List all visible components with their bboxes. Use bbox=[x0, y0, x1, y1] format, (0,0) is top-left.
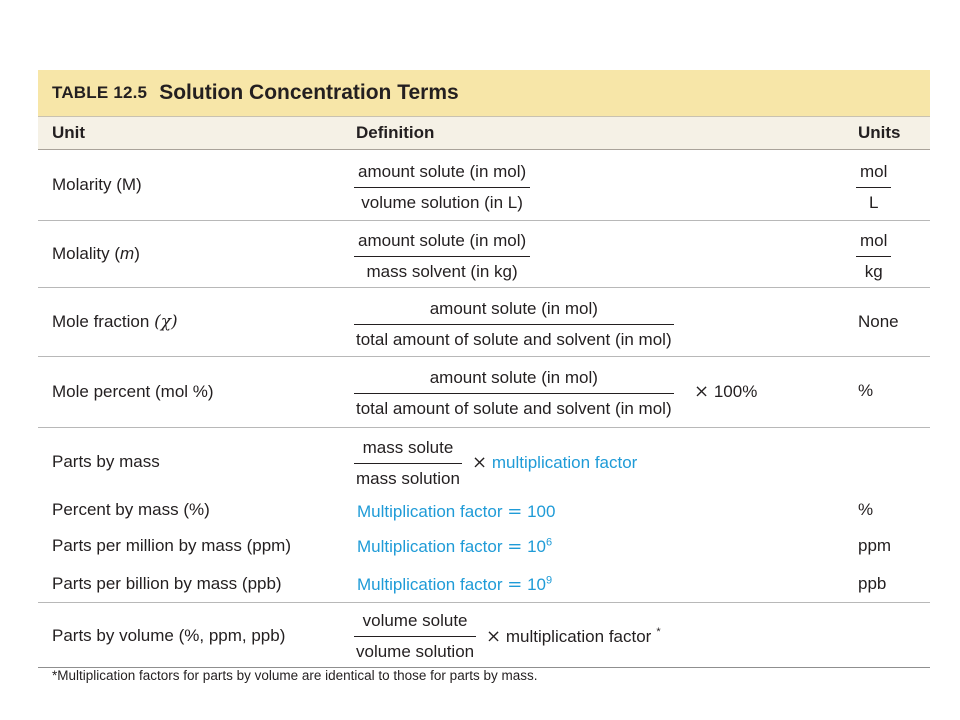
fraction-mole-percent bbox=[356, 368, 672, 419]
times-sign: × bbox=[694, 381, 710, 402]
unit-molarity: Molarity (M) bbox=[52, 175, 142, 194]
row-mole-percent bbox=[38, 357, 930, 428]
fraction-mole-fraction bbox=[356, 299, 672, 350]
numerator: mass solute bbox=[354, 438, 462, 464]
factor-exponent: 6 bbox=[546, 536, 553, 549]
unit-molality-prefix: Molality ( bbox=[52, 244, 121, 263]
row-parts-by-volume bbox=[38, 603, 930, 668]
factor-text: multiplication factor bbox=[491, 453, 638, 472]
numerator: volume solute bbox=[354, 611, 476, 637]
parts-by-mass-multiplier bbox=[472, 452, 637, 473]
unit-molality bbox=[52, 244, 140, 264]
row-molarity bbox=[38, 150, 930, 221]
table-title: Solution Concentration Terms bbox=[159, 81, 459, 104]
equals-sign: = bbox=[507, 536, 523, 557]
mole-percent-multiplier bbox=[694, 381, 757, 402]
equals-sign: = bbox=[507, 574, 523, 595]
factor-ppm bbox=[357, 536, 552, 557]
factor-exponent: 9 bbox=[546, 574, 553, 587]
times-sign: × bbox=[472, 452, 488, 473]
unit-molality-suffix: ) bbox=[134, 244, 140, 263]
footnote-marker: * bbox=[656, 626, 661, 639]
unit-mole-fraction bbox=[52, 312, 178, 332]
factor-label: Multiplication factor bbox=[357, 575, 503, 594]
denominator: mass solvent (in kg) bbox=[366, 262, 518, 281]
table-footnote: *Multiplication factors for parts by volume are identical to those for parts by mass. bbox=[52, 668, 538, 683]
units-denominator: kg bbox=[864, 262, 883, 281]
units-percent-by-mass: % bbox=[858, 500, 874, 519]
fraction-parts-by-mass bbox=[356, 438, 460, 489]
fraction-parts-by-volume bbox=[356, 611, 474, 662]
factor-text: multiplication factor bbox=[505, 627, 652, 646]
factor-label: Multiplication factor bbox=[357, 537, 503, 556]
units-mole-percent: % bbox=[858, 381, 874, 400]
denominator: volume solution (in L) bbox=[361, 193, 523, 212]
header-definition: Definition bbox=[356, 123, 435, 142]
denominator: mass solution bbox=[356, 469, 460, 488]
table-header-row bbox=[38, 116, 930, 150]
times-sign: × bbox=[486, 626, 502, 647]
numerator: amount solute (in mol) bbox=[354, 162, 530, 188]
denominator: volume solution bbox=[356, 642, 475, 661]
factor-value: 100 bbox=[527, 502, 556, 521]
concentration-table bbox=[38, 70, 930, 668]
row-mole-fraction bbox=[38, 288, 930, 357]
header-units: Units bbox=[858, 123, 901, 142]
factor-base: 10 bbox=[527, 537, 546, 556]
units-numerator: mol bbox=[856, 231, 891, 257]
table-title-bar bbox=[38, 70, 930, 116]
units-fraction-molarity bbox=[858, 162, 889, 213]
chi-symbol: (χ) bbox=[154, 312, 178, 332]
factor-ppb bbox=[357, 574, 552, 595]
denominator: total amount of solute and solvent (in mol) bbox=[356, 399, 672, 418]
unit-molality-var: m bbox=[120, 244, 135, 263]
units-fraction-molality bbox=[858, 231, 889, 282]
fraction-molality bbox=[356, 231, 528, 282]
table-label: TABLE 12.5 bbox=[52, 83, 148, 102]
denominator: total amount of solute and solvent (in mol) bbox=[356, 330, 672, 349]
units-ppb: ppb bbox=[858, 574, 887, 593]
equals-sign: = bbox=[507, 501, 523, 522]
row-parts-by-mass bbox=[38, 428, 930, 603]
numerator: amount solute (in mol) bbox=[354, 368, 674, 394]
units-ppm: ppm bbox=[858, 536, 892, 555]
unit-ppb: Parts per billion by mass (ppb) bbox=[52, 574, 282, 593]
units-denominator: L bbox=[868, 193, 879, 212]
header-unit: Unit bbox=[52, 123, 86, 142]
numerator: amount solute (in mol) bbox=[354, 299, 674, 325]
unit-ppm: Parts per million by mass (ppm) bbox=[52, 536, 292, 555]
units-mole-fraction: None bbox=[858, 312, 899, 331]
factor-value: 100% bbox=[713, 382, 758, 401]
numerator: amount solute (in mol) bbox=[354, 231, 530, 257]
factor-label: Multiplication factor bbox=[357, 502, 503, 521]
unit-percent-by-mass: Percent by mass (%) bbox=[52, 500, 210, 519]
units-numerator: mol bbox=[856, 162, 891, 188]
fraction-molarity bbox=[356, 162, 528, 213]
unit-parts-by-volume: Parts by volume (%, ppm, ppb) bbox=[52, 626, 286, 645]
factor-base: 10 bbox=[527, 575, 546, 594]
unit-mole-percent: Mole percent (mol %) bbox=[52, 382, 214, 401]
unit-mole-fraction-label: Mole fraction bbox=[52, 312, 150, 331]
row-molality bbox=[38, 221, 930, 288]
unit-parts-by-mass: Parts by mass bbox=[52, 452, 160, 471]
factor-percent bbox=[357, 501, 555, 522]
parts-by-volume-multiplier bbox=[486, 626, 661, 647]
